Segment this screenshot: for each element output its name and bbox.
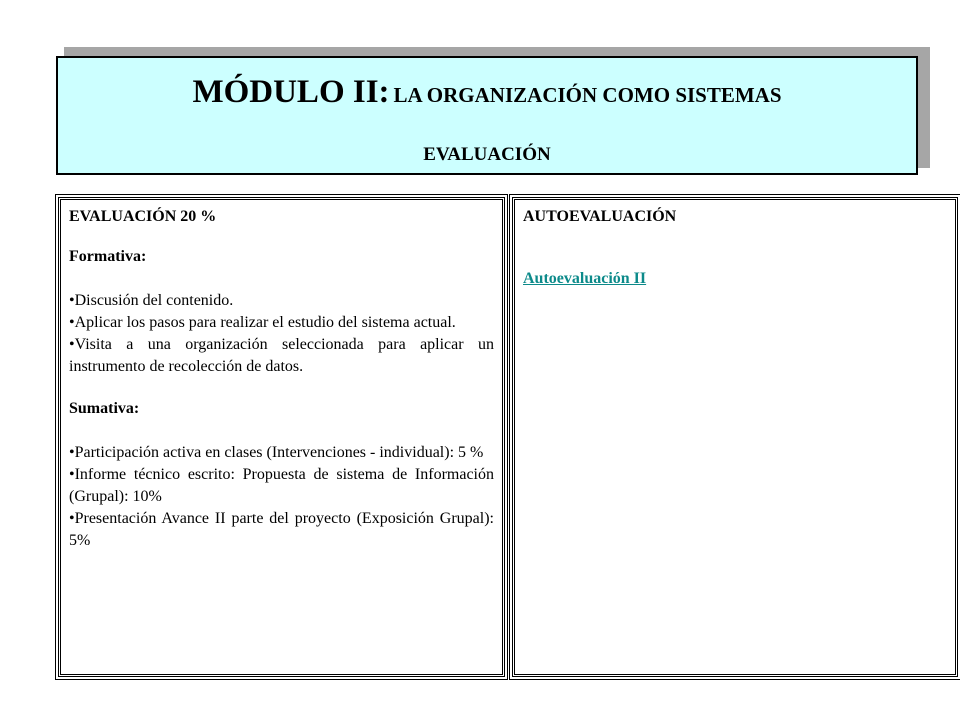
autoevaluation-panel	[509, 194, 960, 680]
autoevaluation-heading: AUTOEVALUACIÓN	[523, 208, 677, 225]
title-heading	[58, 74, 916, 111]
title-banner	[56, 56, 918, 175]
evaluation-panel-content	[58, 197, 505, 677]
sumativa-list	[69, 442, 494, 552]
module-title: MÓDULO II:	[192, 74, 390, 110]
autoevaluation-link[interactable]: Autoevaluación II	[523, 270, 647, 287]
formativa-list	[69, 290, 494, 378]
section-title: EVALUACIÓN	[423, 144, 551, 165]
list-item: •Participación activa en clases (Intervenciones - individual): 5 %	[69, 444, 484, 461]
list-item: •Visita a una organización seleccionada para aplicar un instrumento de recolección de datos.	[69, 336, 494, 375]
sumativa-title: Sumativa:	[69, 400, 140, 417]
autoevaluation-panel-content	[512, 197, 958, 677]
module-subject: LA ORGANIZACIÓN COMO SISTEMAS	[393, 83, 782, 107]
evaluation-panel	[55, 194, 508, 680]
formativa-title: Formativa:	[69, 248, 147, 265]
list-item: •Discusión del contenido.	[69, 292, 234, 309]
list-item: •Informe técnico escrito: Propuesta de sistema de Información (Grupal): 10%	[69, 466, 494, 505]
evaluation-heading: EVALUACIÓN 20 %	[69, 208, 217, 225]
list-item: •Aplicar los pasos para realizar el estudio del sistema actual.	[69, 314, 456, 331]
list-item: •Presentación Avance II parte del proyecto (Exposición Grupal): 5%	[69, 510, 494, 549]
